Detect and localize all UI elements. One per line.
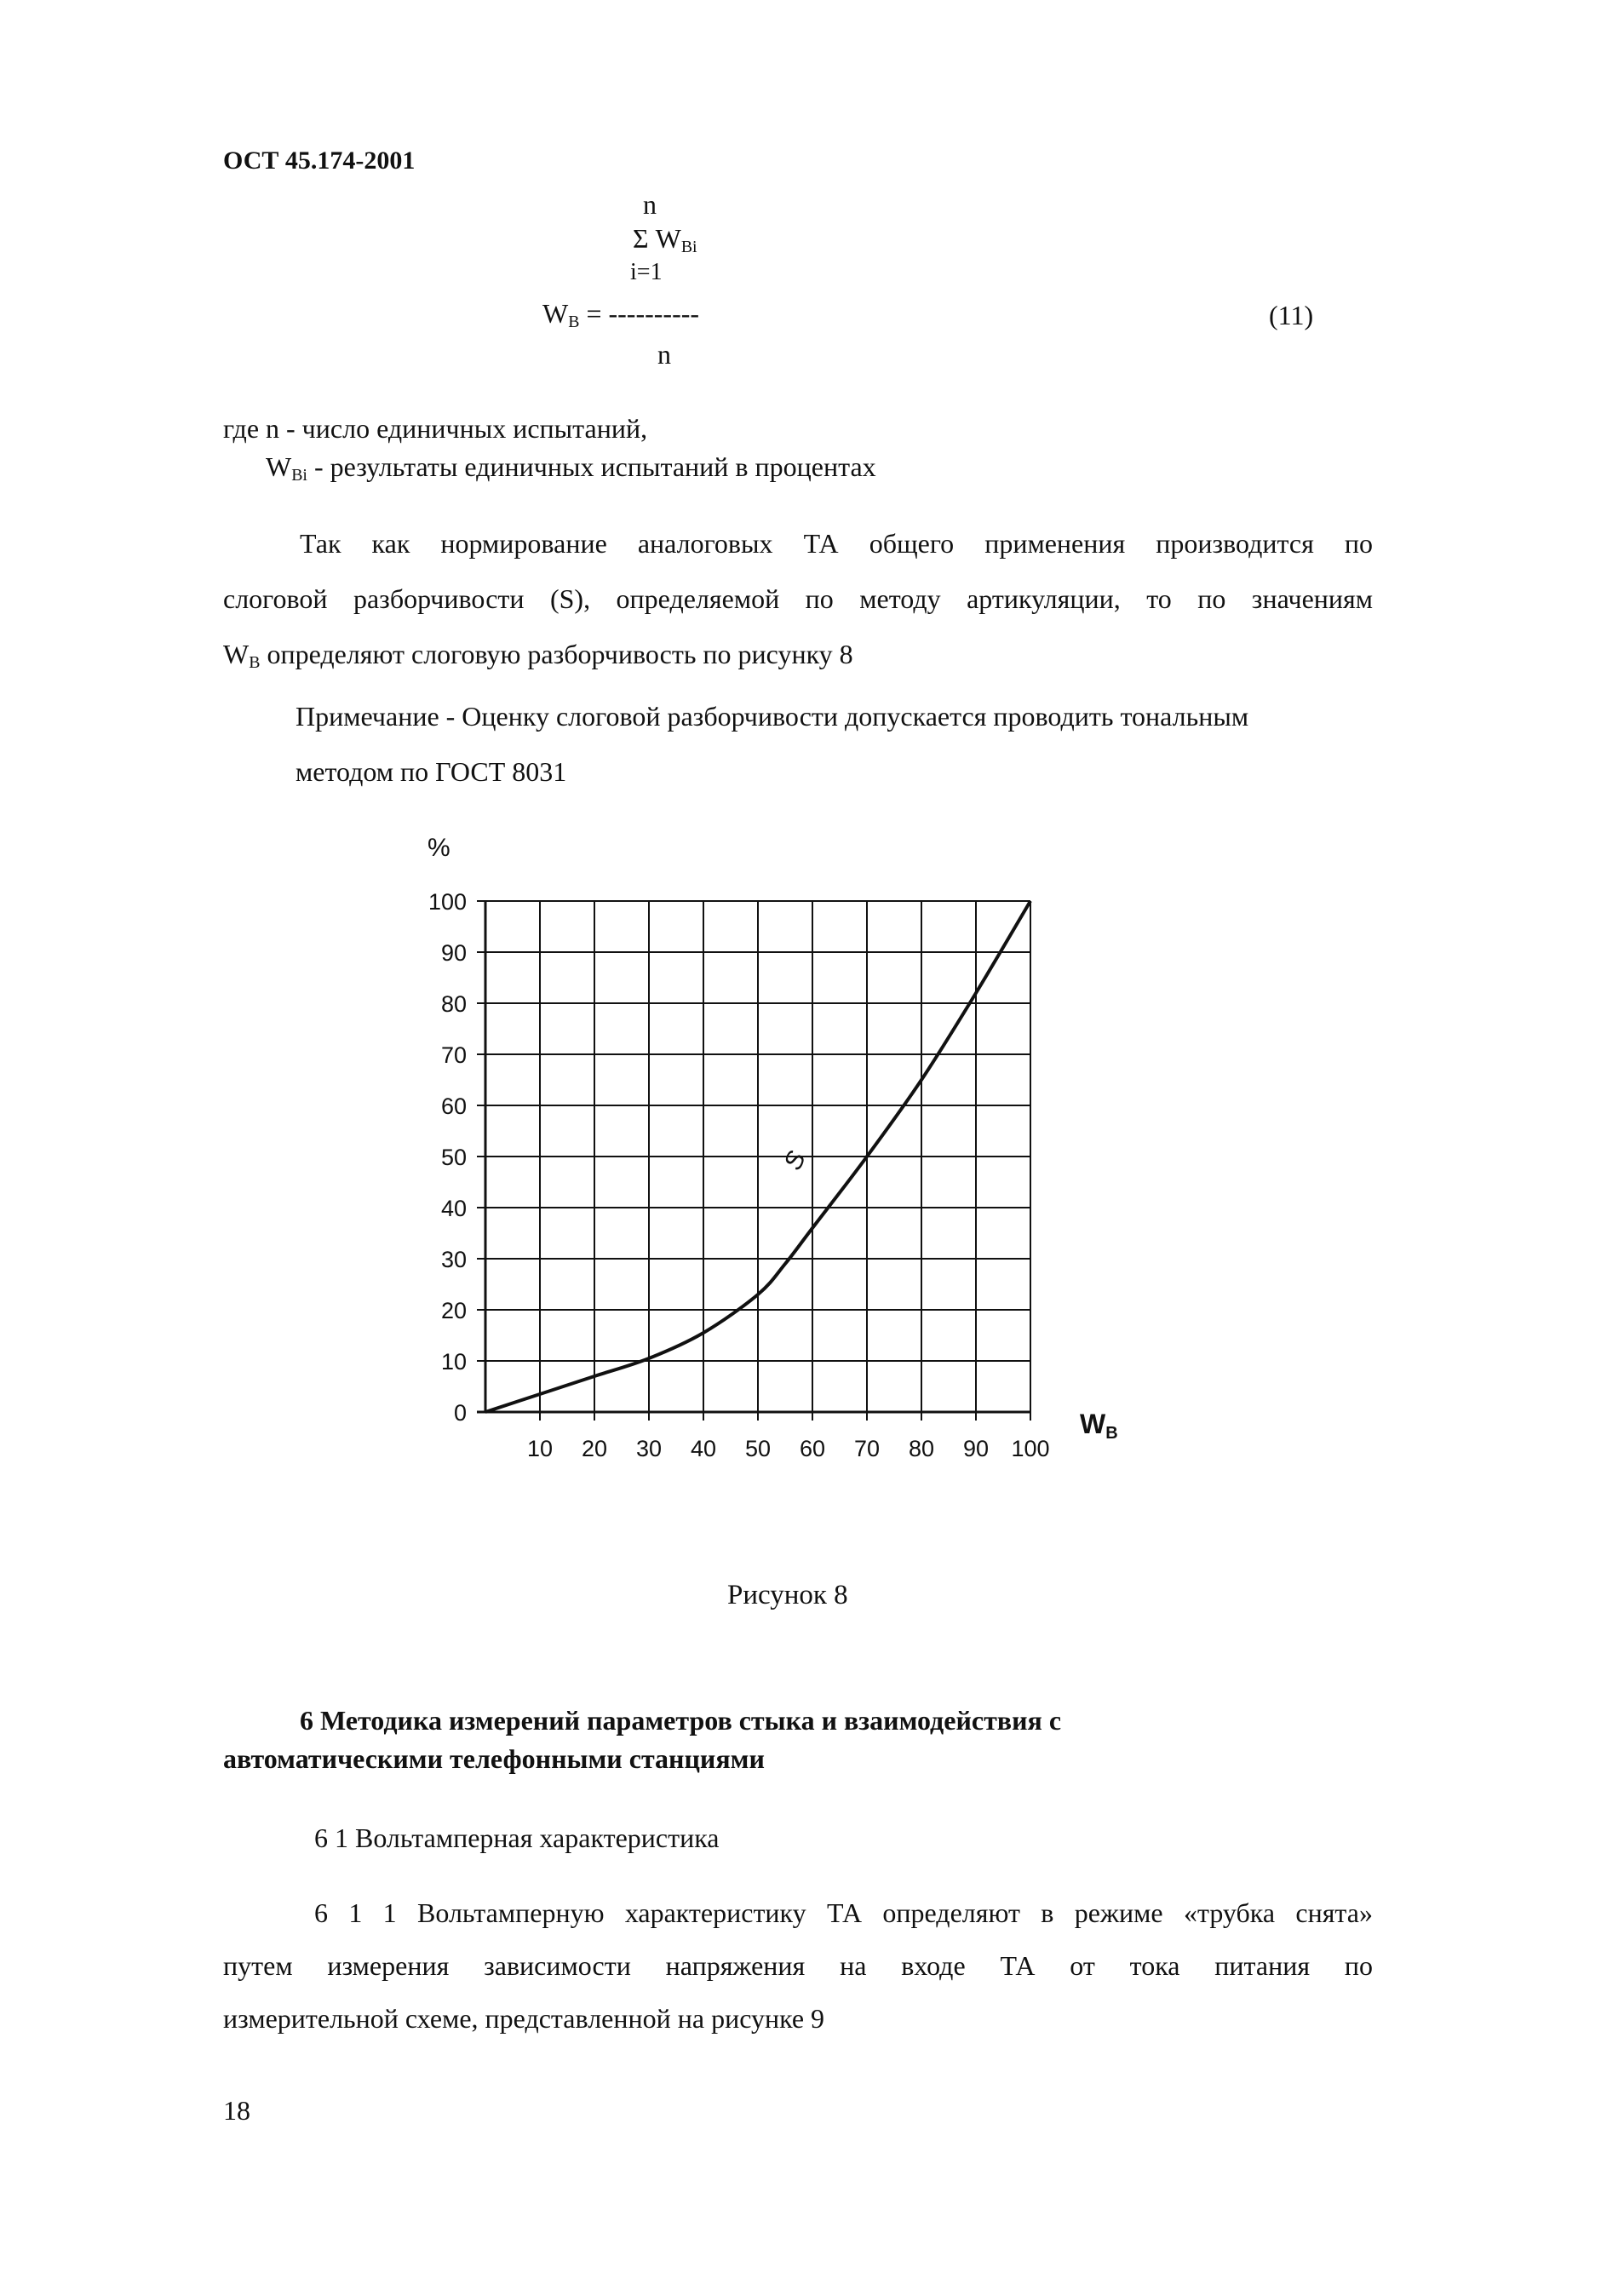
definition-n: где n - число единичных испытаний,: [223, 413, 648, 444]
page-number: 18: [223, 2095, 250, 2126]
x-tick-label: 20: [581, 1436, 608, 1461]
x-tick-label: 80: [908, 1436, 935, 1461]
subsection-6-1-title: 6 1 Вольтамперная характеристика: [314, 1822, 720, 1853]
y-tick-label: 40: [440, 1196, 467, 1221]
paragraph2-line3: измерительной схеме, представленной на рисунке 9: [223, 2003, 825, 2034]
definition-wbi-text: - результаты единичных испытаний в процентах: [307, 451, 876, 482]
y-tick-label: 50: [440, 1145, 467, 1170]
y-tick-label: 90: [440, 940, 467, 966]
y-tick-label: 0: [453, 1400, 467, 1426]
paragraph1-line3: [223, 639, 853, 673]
y-tick-label: 100: [428, 889, 467, 915]
paragraph1-text: определяют слоговую разборчивость по рисунку 8: [260, 639, 853, 669]
x-tick-label: 70: [853, 1436, 881, 1461]
y-tick-label: 70: [440, 1042, 467, 1068]
formula-sigma-text: Σ W: [633, 223, 681, 254]
x-axis-label-sub: B: [1105, 1424, 1118, 1443]
chart-grid: [477, 901, 1030, 1421]
paragraph1-sub: B: [249, 652, 261, 672]
formula-lhs-symbol: W: [542, 298, 569, 329]
section6-heading-line1: 6 Методика измерений параметров стыка и взаимодействия с: [300, 1705, 1062, 1736]
x-tick-label: 10: [526, 1436, 554, 1461]
figure-caption: Рисунок 8: [727, 1580, 848, 1610]
chart-svg: [400, 826, 1167, 1490]
formula-fraction-bar: = ----------: [579, 298, 700, 329]
paragraph1-symbol: W: [223, 639, 250, 669]
x-tick-label: 60: [799, 1436, 826, 1461]
x-tick-label: 30: [635, 1436, 663, 1461]
paragraph2-line1: 6 1 1 Вольтамперную характеристику ТА определяют в режиме «трубка снята»: [314, 1897, 1373, 1928]
paragraph2-line2: путем измерения зависимости напряжения на входе ТА от тока питания по: [223, 1950, 1373, 1981]
note-line1: Примечание - Оценку слоговой разборчивости допускается проводить тональным: [296, 701, 1249, 732]
curve-annotation-label: S: [778, 1146, 812, 1174]
section6-heading-line2: автоматическими телефонными станциями: [223, 1743, 765, 1774]
formula-sigma-sub: Bi: [680, 237, 697, 256]
document-code: ОСТ 45.174-2001: [223, 146, 416, 175]
formula-lower-limit: i=1: [630, 259, 663, 285]
y-axis-unit-label: %: [428, 834, 450, 862]
y-tick-label: 30: [440, 1247, 467, 1272]
x-axis-label-symbol: W: [1080, 1409, 1106, 1439]
x-tick-label: 50: [744, 1436, 772, 1461]
x-tick-label: 90: [962, 1436, 990, 1461]
formula-lhs: [542, 298, 699, 332]
y-tick-label: 60: [440, 1093, 467, 1119]
definition-wbi-sub: Bi: [291, 465, 307, 485]
figure-8-chart: [400, 826, 1167, 1490]
formula-upper-limit: n: [643, 189, 657, 220]
definition-wbi-symbol: W: [266, 451, 292, 482]
paragraph1-line1: Так как нормирование аналоговых ТА общего применения производится по: [300, 528, 1373, 559]
definition-wbi: [266, 451, 876, 485]
formula-denominator: n: [657, 339, 671, 370]
y-tick-label: 10: [440, 1349, 467, 1375]
chart-ticks: [428, 889, 1050, 1461]
formula-lhs-sub: B: [568, 312, 580, 331]
formula-number: (11): [1269, 300, 1314, 330]
x-tick-label: 100: [1011, 1436, 1050, 1461]
y-tick-label: 20: [440, 1298, 467, 1323]
x-axis-label: [1080, 1409, 1118, 1443]
formula-sigma: [633, 223, 697, 257]
y-tick-label: 80: [440, 991, 467, 1017]
x-tick-label: 40: [690, 1436, 717, 1461]
paragraph1-line2: слоговой разборчивости (S), определяемой по методу артикуляции, то по значениям: [223, 583, 1373, 614]
note-line2: методом по ГОСТ 8031: [296, 756, 567, 787]
